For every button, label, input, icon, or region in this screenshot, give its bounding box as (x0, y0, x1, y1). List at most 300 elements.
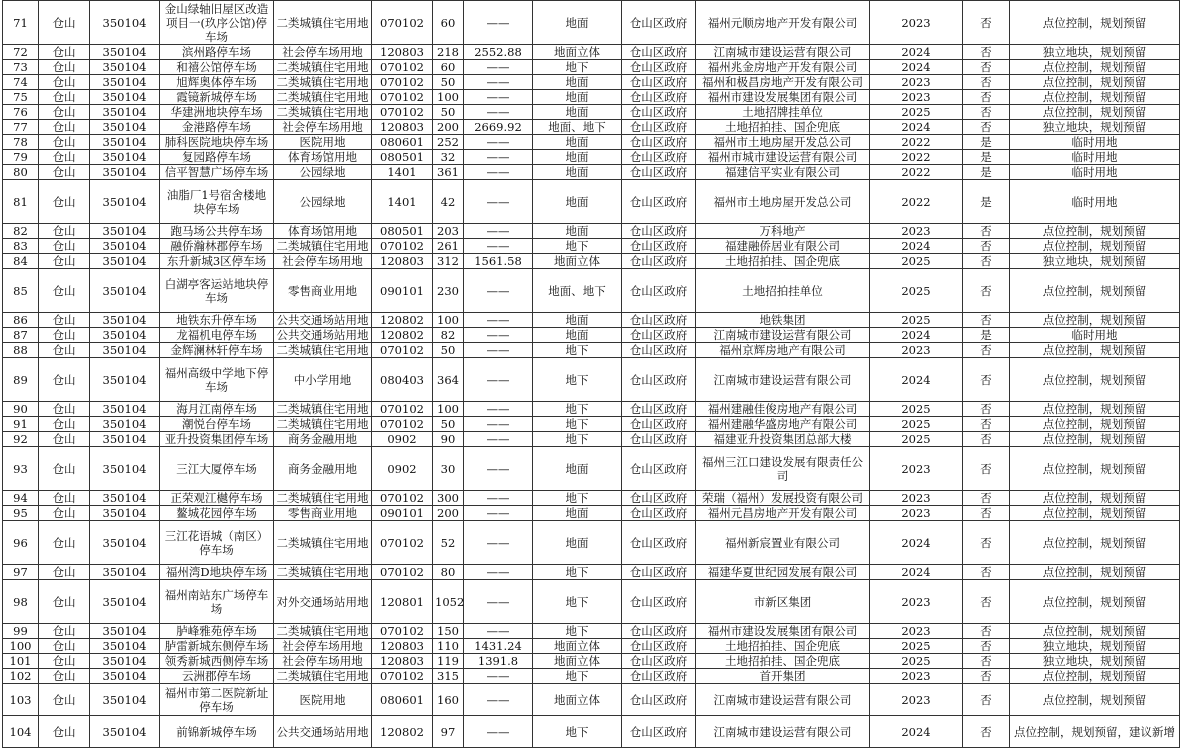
land-code-cell: 120802 (372, 716, 433, 748)
construction-unit-cell: 福建亚升投资集团总部大楼 (696, 432, 870, 447)
construction-form-cell: 地面 (533, 224, 622, 239)
parking-name-cell: 信平智慧广场停车场 (160, 165, 274, 180)
construction-unit-cell: 土地招拍挂、国企兜底 (696, 654, 870, 669)
row-number-cell: 99 (3, 624, 39, 639)
land-area-cell: —— (464, 105, 533, 120)
land-code-cell: 080501 (372, 150, 433, 165)
responsible-gov-cell: 仓山区政府 (622, 45, 696, 60)
row-number-cell: 96 (3, 521, 39, 565)
table-row (3, 402, 1180, 417)
temporary-flag-cell: 否 (963, 716, 1010, 748)
admin-code-cell: 350104 (90, 120, 160, 135)
parking-name-cell: 潮悦台停车场 (160, 417, 274, 432)
land-area-cell: —— (464, 239, 533, 254)
parking-name-cell: 亚升投资集团停车场 (160, 432, 274, 447)
responsible-gov-cell: 仓山区政府 (622, 60, 696, 75)
parking-spaces-cell: 110 (433, 639, 464, 654)
construction-form-cell: 地下 (533, 239, 622, 254)
table-row (3, 180, 1180, 224)
parking-spaces-cell: 361 (433, 165, 464, 180)
district-cell: 仓山 (39, 135, 90, 150)
land-use-cell: 零售商业用地 (274, 506, 372, 521)
district-cell: 仓山 (39, 254, 90, 269)
district-cell: 仓山 (39, 45, 90, 60)
district-cell: 仓山 (39, 432, 90, 447)
admin-code-cell: 350104 (90, 639, 160, 654)
parking-spaces-cell: 261 (433, 239, 464, 254)
construction-form-cell: 地下 (533, 716, 622, 748)
temporary-flag-cell: 是 (963, 328, 1010, 343)
construction-unit-cell: 福州市城市建设运营有限公司 (696, 150, 870, 165)
construction-form-cell: 地下 (533, 358, 622, 402)
land-use-cell: 公共交通场站用地 (274, 328, 372, 343)
temporary-flag-cell: 否 (963, 45, 1010, 60)
land-code-cell: 080501 (372, 224, 433, 239)
parking-spaces-cell: 30 (433, 447, 464, 491)
table-row (3, 565, 1180, 580)
year-cell: 2022 (870, 150, 963, 165)
land-use-cell: 二类城镇住宅用地 (274, 90, 372, 105)
parking-name-cell: 融侨瀚林郡停车场 (160, 239, 274, 254)
land-use-cell: 二类城镇住宅用地 (274, 565, 372, 580)
row-number-cell: 73 (3, 60, 39, 75)
responsible-gov-cell: 仓山区政府 (622, 506, 696, 521)
row-number-cell: 102 (3, 669, 39, 684)
construction-form-cell: 地面 (533, 165, 622, 180)
district-cell: 仓山 (39, 506, 90, 521)
parking-spaces-cell: 42 (433, 180, 464, 224)
construction-form-cell: 地面 (533, 328, 622, 343)
remark-cell: 临时用地 (1010, 328, 1180, 343)
table-row (3, 165, 1180, 180)
responsible-gov-cell: 仓山区政府 (622, 358, 696, 402)
land-use-cell: 二类城镇住宅用地 (274, 521, 372, 565)
land-area-cell: —— (464, 580, 533, 624)
parking-spaces-cell: 150 (433, 624, 464, 639)
parking-spaces-cell: 364 (433, 358, 464, 402)
construction-unit-cell: 福州市土地房屋开发总公司 (696, 135, 870, 150)
parking-name-cell: 胪峰雅苑停车场 (160, 624, 274, 639)
land-code-cell: 120803 (372, 45, 433, 60)
construction-unit-cell: 福州和极昌房地产开发有限公司 (696, 75, 870, 90)
temporary-flag-cell: 否 (963, 269, 1010, 313)
remark-cell: 点位控制，规划预留 (1010, 1, 1180, 45)
district-cell: 仓山 (39, 60, 90, 75)
admin-code-cell: 350104 (90, 150, 160, 165)
admin-code-cell: 350104 (90, 402, 160, 417)
admin-code-cell: 350104 (90, 447, 160, 491)
land-use-cell: 二类城镇住宅用地 (274, 75, 372, 90)
remark-cell: 点位控制，规划预留 (1010, 432, 1180, 447)
land-area-cell: —— (464, 521, 533, 565)
temporary-flag-cell: 否 (963, 417, 1010, 432)
temporary-flag-cell: 否 (963, 654, 1010, 669)
year-cell: 2022 (870, 165, 963, 180)
row-number-cell: 77 (3, 120, 39, 135)
admin-code-cell: 350104 (90, 684, 160, 716)
table-row (3, 45, 1180, 60)
responsible-gov-cell: 仓山区政府 (622, 669, 696, 684)
admin-code-cell: 350104 (90, 1, 160, 45)
land-code-cell: 070102 (372, 1, 433, 45)
land-area-cell: —— (464, 75, 533, 90)
district-cell: 仓山 (39, 75, 90, 90)
construction-unit-cell: 土地招拍挂、国企兜底 (696, 120, 870, 135)
admin-code-cell: 350104 (90, 75, 160, 90)
land-use-cell: 体育场馆用地 (274, 224, 372, 239)
table-row (3, 60, 1180, 75)
table-row (3, 313, 1180, 328)
parking-spaces-cell: 119 (433, 654, 464, 669)
table-row (3, 224, 1180, 239)
construction-unit-cell: 福州京辉房地产有限公司 (696, 343, 870, 358)
parking-name-cell: 金山绿轴旧屋区改造项目一(玖序公馆)停车场 (160, 1, 274, 45)
row-number-cell: 86 (3, 313, 39, 328)
remark-cell: 点位控制，规划预留 (1010, 580, 1180, 624)
land-area-cell: —— (464, 180, 533, 224)
temporary-flag-cell: 是 (963, 180, 1010, 224)
year-cell: 2025 (870, 269, 963, 313)
remark-cell: 点位控制，规划预留 (1010, 565, 1180, 580)
construction-form-cell: 地面 (533, 135, 622, 150)
land-code-cell: 120803 (372, 120, 433, 135)
construction-unit-cell: 江南城市建设运营有限公司 (696, 45, 870, 60)
table-row (3, 417, 1180, 432)
row-number-cell: 74 (3, 75, 39, 90)
year-cell: 2025 (870, 254, 963, 269)
district-cell: 仓山 (39, 328, 90, 343)
responsible-gov-cell: 仓山区政府 (622, 402, 696, 417)
row-number-cell: 87 (3, 328, 39, 343)
land-area-cell: —— (464, 716, 533, 748)
table-row (3, 105, 1180, 120)
remark-cell: 临时用地 (1010, 180, 1180, 224)
land-use-cell: 中小学用地 (274, 358, 372, 402)
parking-name-cell: 正荣观江樾停车场 (160, 491, 274, 506)
temporary-flag-cell: 否 (963, 491, 1010, 506)
remark-cell: 点位控制，规划预留 (1010, 521, 1180, 565)
remark-cell: 点位控制，规划预留 (1010, 624, 1180, 639)
district-cell: 仓山 (39, 224, 90, 239)
row-number-cell: 84 (3, 254, 39, 269)
remark-cell: 独立地块，规划预留 (1010, 654, 1180, 669)
parking-spaces-cell: 50 (433, 75, 464, 90)
remark-cell: 点位控制，规划预留 (1010, 313, 1180, 328)
table-row (3, 639, 1180, 654)
temporary-flag-cell: 否 (963, 639, 1010, 654)
construction-form-cell: 地面 (533, 150, 622, 165)
year-cell: 2025 (870, 654, 963, 669)
district-cell: 仓山 (39, 716, 90, 748)
row-number-cell: 80 (3, 165, 39, 180)
construction-unit-cell: 市新区集团 (696, 580, 870, 624)
construction-unit-cell: 土地招拍挂、国企兜底 (696, 254, 870, 269)
admin-code-cell: 350104 (90, 654, 160, 669)
district-cell: 仓山 (39, 180, 90, 224)
construction-unit-cell: 福州元顺房地产开发有限公司 (696, 1, 870, 45)
district-cell: 仓山 (39, 313, 90, 328)
construction-unit-cell: 万科地产 (696, 224, 870, 239)
year-cell: 2025 (870, 432, 963, 447)
land-area-cell: —— (464, 343, 533, 358)
remark-cell: 点位控制，规划预留 (1010, 90, 1180, 105)
remark-cell: 点位控制，规划预留 (1010, 239, 1180, 254)
land-code-cell: 070102 (372, 624, 433, 639)
land-code-cell: 070102 (372, 105, 433, 120)
row-number-cell: 71 (3, 1, 39, 45)
parking-spaces-cell: 252 (433, 135, 464, 150)
admin-code-cell: 350104 (90, 45, 160, 60)
temporary-flag-cell: 否 (963, 120, 1010, 135)
row-number-cell: 90 (3, 402, 39, 417)
table-row (3, 269, 1180, 313)
land-area-cell: —— (464, 506, 533, 521)
construction-form-cell: 地面 (533, 90, 622, 105)
year-cell: 2022 (870, 180, 963, 224)
district-cell: 仓山 (39, 90, 90, 105)
parking-spaces-cell: 100 (433, 90, 464, 105)
remark-cell: 点位控制，规划预留 (1010, 491, 1180, 506)
temporary-flag-cell: 否 (963, 75, 1010, 90)
responsible-gov-cell: 仓山区政府 (622, 165, 696, 180)
admin-code-cell: 350104 (90, 521, 160, 565)
row-number-cell: 101 (3, 654, 39, 669)
district-cell: 仓山 (39, 165, 90, 180)
land-use-cell: 对外交通场站用地 (274, 580, 372, 624)
year-cell: 2025 (870, 639, 963, 654)
construction-form-cell: 地面立体 (533, 254, 622, 269)
land-code-cell: 080601 (372, 135, 433, 150)
parking-spaces-cell: 50 (433, 343, 464, 358)
construction-form-cell: 地下 (533, 624, 622, 639)
responsible-gov-cell: 仓山区政府 (622, 417, 696, 432)
land-code-cell: 120801 (372, 580, 433, 624)
parking-name-cell: 福州高级中学地下停车场 (160, 358, 274, 402)
land-use-cell: 社会停车场用地 (274, 639, 372, 654)
row-number-cell: 104 (3, 716, 39, 748)
table-row (3, 328, 1180, 343)
table-row (3, 669, 1180, 684)
year-cell: 2023 (870, 580, 963, 624)
temporary-flag-cell: 是 (963, 165, 1010, 180)
row-number-cell: 92 (3, 432, 39, 447)
row-number-cell: 94 (3, 491, 39, 506)
parking-name-cell: 油脂厂1号宿舍楼地块停车场 (160, 180, 274, 224)
temporary-flag-cell: 否 (963, 1, 1010, 45)
row-number-cell: 88 (3, 343, 39, 358)
land-code-cell: 070102 (372, 75, 433, 90)
table-row (3, 150, 1180, 165)
construction-form-cell: 地面 (533, 447, 622, 491)
land-use-cell: 公共交通场站用地 (274, 313, 372, 328)
construction-unit-cell: 首开集团 (696, 669, 870, 684)
land-code-cell: 120803 (372, 254, 433, 269)
table-row (3, 654, 1180, 669)
construction-form-cell: 地下 (533, 669, 622, 684)
district-cell: 仓山 (39, 669, 90, 684)
temporary-flag-cell: 否 (963, 565, 1010, 580)
temporary-flag-cell: 否 (963, 313, 1010, 328)
parking-name-cell: 和禧公馆停车场 (160, 60, 274, 75)
admin-code-cell: 350104 (90, 60, 160, 75)
parking-name-cell: 福州湾D地块停车场 (160, 565, 274, 580)
land-use-cell: 医院用地 (274, 684, 372, 716)
construction-unit-cell: 荣瑞（福州）发展投资有限公司 (696, 491, 870, 506)
row-number-cell: 103 (3, 684, 39, 716)
responsible-gov-cell: 仓山区政府 (622, 1, 696, 45)
table-row (3, 684, 1180, 716)
parking-name-cell: 地铁东升停车场 (160, 313, 274, 328)
construction-form-cell: 地面立体 (533, 639, 622, 654)
admin-code-cell: 350104 (90, 491, 160, 506)
construction-form-cell: 地下 (533, 432, 622, 447)
remark-cell: 点位控制，规划预留 (1010, 684, 1180, 716)
temporary-flag-cell: 否 (963, 580, 1010, 624)
construction-unit-cell: 江南城市建设运营有限公司 (696, 684, 870, 716)
responsible-gov-cell: 仓山区政府 (622, 343, 696, 358)
land-area-cell: 1561.58 (464, 254, 533, 269)
admin-code-cell: 350104 (90, 269, 160, 313)
parking-name-cell: 福州南站东广场停车场 (160, 580, 274, 624)
land-code-cell: 0902 (372, 432, 433, 447)
land-code-cell: 090101 (372, 506, 433, 521)
construction-form-cell: 地面 (533, 506, 622, 521)
land-area-cell: —— (464, 491, 533, 506)
admin-code-cell: 350104 (90, 565, 160, 580)
land-code-cell: 070102 (372, 565, 433, 580)
land-use-cell: 二类城镇住宅用地 (274, 343, 372, 358)
parking-name-cell: 云洲郡停车场 (160, 669, 274, 684)
remark-cell: 点位控制，规划预留 (1010, 343, 1180, 358)
parking-name-cell: 旭辉奥体停车场 (160, 75, 274, 90)
construction-form-cell: 地面立体 (533, 684, 622, 716)
land-use-cell: 二类城镇住宅用地 (274, 491, 372, 506)
construction-form-cell: 地面、地下 (533, 120, 622, 135)
land-area-cell: —— (464, 313, 533, 328)
admin-code-cell: 350104 (90, 328, 160, 343)
parking-spaces-cell: 203 (433, 224, 464, 239)
responsible-gov-cell: 仓山区政府 (622, 239, 696, 254)
responsible-gov-cell: 仓山区政府 (622, 328, 696, 343)
year-cell: 2023 (870, 447, 963, 491)
admin-code-cell: 350104 (90, 624, 160, 639)
year-cell: 2024 (870, 358, 963, 402)
parking-name-cell: 三江大厦停车场 (160, 447, 274, 491)
table-row (3, 432, 1180, 447)
temporary-flag-cell: 否 (963, 402, 1010, 417)
construction-unit-cell: 土地招拍挂单位 (696, 269, 870, 313)
remark-cell: 点位控制，规划预留 (1010, 506, 1180, 521)
admin-code-cell: 350104 (90, 254, 160, 269)
construction-form-cell: 地面 (533, 105, 622, 120)
temporary-flag-cell: 否 (963, 60, 1010, 75)
temporary-flag-cell: 否 (963, 447, 1010, 491)
construction-form-cell: 地面立体 (533, 654, 622, 669)
year-cell: 2024 (870, 239, 963, 254)
land-code-cell: 0902 (372, 447, 433, 491)
land-area-cell: —— (464, 1, 533, 45)
land-area-cell: —— (464, 358, 533, 402)
district-cell: 仓山 (39, 624, 90, 639)
remark-cell: 点位控制，规划预留 (1010, 269, 1180, 313)
parking-name-cell: 海月江南停车场 (160, 402, 274, 417)
table-row (3, 239, 1180, 254)
land-use-cell: 社会停车场用地 (274, 654, 372, 669)
remark-cell: 点位控制，规划预留 (1010, 417, 1180, 432)
construction-form-cell: 地下 (533, 565, 622, 580)
district-cell: 仓山 (39, 417, 90, 432)
parking-spaces-cell: 32 (433, 150, 464, 165)
construction-form-cell: 地面、地下 (533, 269, 622, 313)
row-number-cell: 83 (3, 239, 39, 254)
construction-unit-cell: 土地招拍挂、国企兜底 (696, 639, 870, 654)
construction-unit-cell: 福州市建设发展集团有限公司 (696, 90, 870, 105)
table-row (3, 624, 1180, 639)
land-area-cell: 2669.92 (464, 120, 533, 135)
district-cell: 仓山 (39, 639, 90, 654)
temporary-flag-cell: 是 (963, 150, 1010, 165)
construction-unit-cell: 福建融侨居业有限公司 (696, 239, 870, 254)
land-use-cell: 二类城镇住宅用地 (274, 105, 372, 120)
construction-form-cell: 地下 (533, 580, 622, 624)
table-row (3, 491, 1180, 506)
land-code-cell: 1401 (372, 180, 433, 224)
table-row (3, 90, 1180, 105)
land-area-cell: —— (464, 624, 533, 639)
responsible-gov-cell: 仓山区政府 (622, 565, 696, 580)
admin-code-cell: 350104 (90, 165, 160, 180)
parking-name-cell: 三江花语城（南区）停车场 (160, 521, 274, 565)
land-area-cell: —— (464, 432, 533, 447)
year-cell: 2023 (870, 343, 963, 358)
district-cell: 仓山 (39, 654, 90, 669)
table-row (3, 580, 1180, 624)
row-number-cell: 78 (3, 135, 39, 150)
year-cell: 2023 (870, 75, 963, 90)
row-number-cell: 89 (3, 358, 39, 402)
parking-spaces-cell: 200 (433, 120, 464, 135)
district-cell: 仓山 (39, 565, 90, 580)
land-use-cell: 医院用地 (274, 135, 372, 150)
remark-cell: 临时用地 (1010, 135, 1180, 150)
land-area-cell: —— (464, 417, 533, 432)
year-cell: 2023 (870, 491, 963, 506)
remark-cell: 点位控制，规划预留 (1010, 447, 1180, 491)
temporary-flag-cell: 否 (963, 343, 1010, 358)
year-cell: 2023 (870, 224, 963, 239)
year-cell: 2023 (870, 90, 963, 105)
responsible-gov-cell: 仓山区政府 (622, 90, 696, 105)
responsible-gov-cell: 仓山区政府 (622, 150, 696, 165)
table-row (3, 1, 1180, 45)
parking-spaces-cell: 218 (433, 45, 464, 60)
parking-spaces-cell: 1052 (433, 580, 464, 624)
land-use-cell: 二类城镇住宅用地 (274, 402, 372, 417)
parking-name-cell: 白湖亭客运站地块停车场 (160, 269, 274, 313)
admin-code-cell: 350104 (90, 313, 160, 328)
land-area-cell: —— (464, 565, 533, 580)
parking-spaces-cell: 97 (433, 716, 464, 748)
remark-cell: 点位控制，规划预留，建议新增 (1010, 716, 1180, 748)
district-cell: 仓山 (39, 239, 90, 254)
parking-name-cell: 前锦新城停车场 (160, 716, 274, 748)
district-cell: 仓山 (39, 684, 90, 716)
remark-cell: 独立地块，规划预留 (1010, 120, 1180, 135)
land-use-cell: 商务金融用地 (274, 432, 372, 447)
admin-code-cell: 350104 (90, 506, 160, 521)
remark-cell: 点位控制，规划预留 (1010, 669, 1180, 684)
parking-name-cell: 金港路停车场 (160, 120, 274, 135)
